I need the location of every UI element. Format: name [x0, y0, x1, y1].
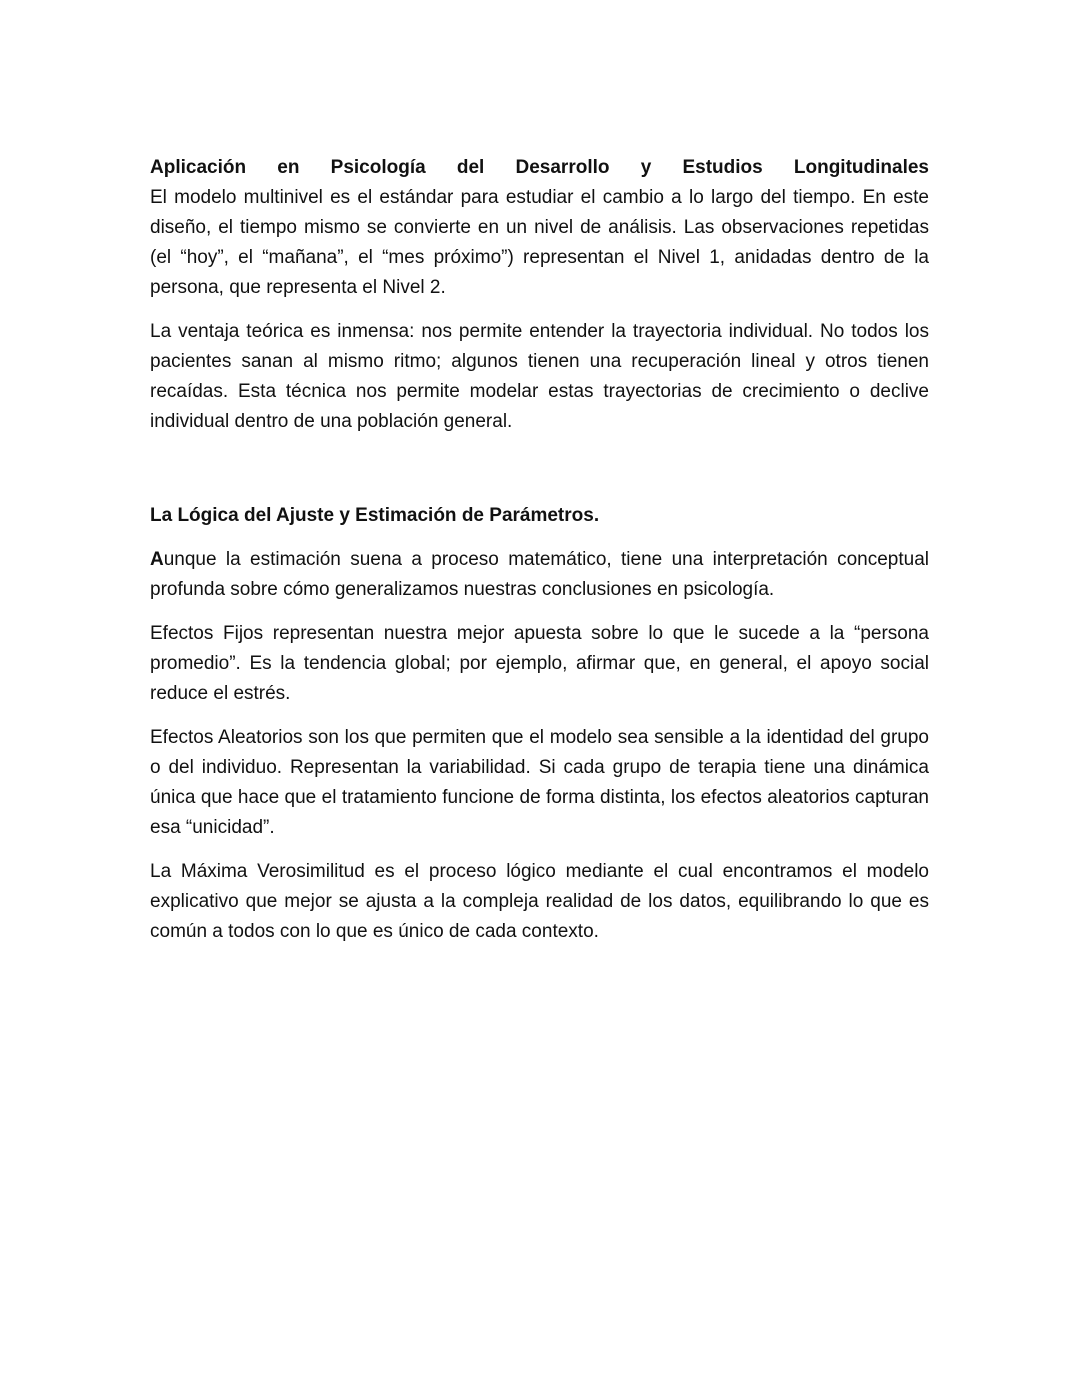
paragraph-estimation-intro [150, 545, 929, 605]
intro-initial-letter: A [150, 549, 164, 570]
section-heading-longitudinal: Aplicación en Psicología del Desarrollo y Estudios Longitudinales [150, 157, 929, 178]
paragraph-maximum-likelihood: La Máxima Verosimilitud es el proceso lógico mediante el cual encontramos el modelo explicativo que mejor se ajusta a la compleja realidad de los datos, equilibrando lo que es común a todos con lo que es único de cada contexto. [150, 861, 929, 942]
document-page [150, 153, 929, 961]
paragraph-random-effects: Efectos Aleatorios son los que permiten que el modelo sea sensible a la identidad del grupo o del individuo. Representan la variabilidad. Si cada grupo de terapia tiene una dinámica única que hace que el tratamiento funcione de forma distinta, los efectos aleatorios capturan esa “unicidad”. [150, 727, 929, 838]
paragraph-multilevel-time: El modelo multinivel es el estándar para estudiar el cambio a lo largo del tiempo. En este diseño, el tiempo mismo se convierte en un nivel de análisis. Las observaciones repetidas (el “hoy”, el “mañana”, el “mes próximo”) representan el Nivel 1, anidadas dentro de la persona, que representa el Nivel 2. [150, 187, 929, 298]
section-spacer [150, 451, 929, 501]
paragraph-theoretical-advantage: La ventaja teórica es inmensa: nos permite entender la trayectoria individual. No todos los pacientes sanan al mismo ritmo; algunos tienen una recuperación lineal y otros tienen recaídas. Esta técnica nos permite modelar estas trayectorias de crecimiento o declive individual dentro de una población general. [150, 321, 929, 432]
paragraph-fixed-effects: Efectos Fijos representan nuestra mejor apuesta sobre lo que le sucede a la “persona promedio”. Es la tendencia global; por ejemplo, afirmar que, en general, el apoyo social reduce el estrés. [150, 623, 929, 704]
section-heading-estimation: La Lógica del Ajuste y Estimación de Parámetros. [150, 505, 600, 526]
intro-text: unque la estimación suena a proceso matemático, tiene una interpretación conceptual profunda sobre cómo generalizamos nuestras conclusiones en psicología. [150, 549, 929, 600]
